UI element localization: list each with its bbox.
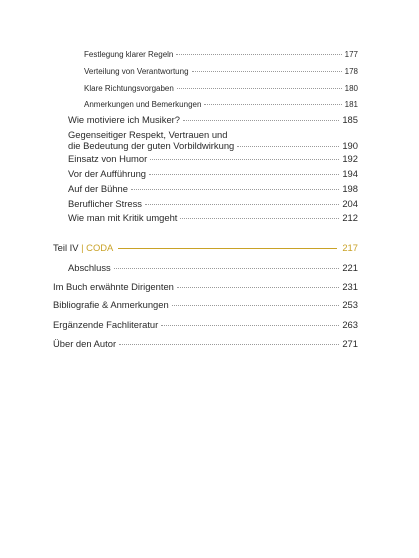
toc-entry[interactable] [68,168,358,179]
dot-leader [119,344,339,345]
toc-entry[interactable] [68,114,358,125]
toc-entry-page: 204 [342,198,358,209]
toc-entry[interactable] [68,212,358,223]
part-page: 217 [342,242,358,253]
dot-leader [150,159,339,160]
dot-leader [237,146,339,147]
toc-entry[interactable] [84,50,358,59]
toc-entry[interactable] [68,262,358,273]
toc-entry[interactable] [84,100,358,109]
part-prefix: Teil IV [53,242,79,253]
toc-entry[interactable] [68,153,358,164]
toc-entry-page: 271 [342,338,358,349]
dot-leader [161,325,339,326]
toc-entry-label: Wie man mit Kritik umgeht [68,212,178,223]
dot-leader [172,305,340,306]
dot-leader [114,268,340,269]
dot-leader [204,104,341,105]
toc-entry-label: Vor der Aufführung [68,168,147,179]
toc-entry-label: Auf der Bühne [68,183,128,194]
toc-entry-label: Ergänzende Fachliteratur [53,319,159,330]
dot-leader [192,71,342,72]
toc-entry-label: Festlegung klarer Regeln [84,50,174,59]
dot-leader [145,204,339,205]
toc-entry-page: 192 [342,153,358,164]
dot-leader [177,88,342,89]
toc-entry-label: Im Buch erwähnte Dirigenten [53,281,174,292]
toc-entry-page: 181 [344,100,358,109]
toc-entry-label: Klare Richtungsvorgaben [84,84,174,93]
toc-entry[interactable] [53,319,358,330]
toc-entry[interactable] [53,299,358,310]
toc-entry-page: 231 [342,281,358,292]
toc-entry[interactable] [53,338,358,349]
toc-entry-page: 253 [342,299,358,310]
dot-leader [176,54,341,55]
toc-entry-label-line1: Gegenseitiger Respekt, Vertrauen und [68,129,228,140]
dot-leader [183,120,339,121]
toc-entry-label: Wie motiviere ich Musiker? [68,114,181,125]
dot-leader [149,174,339,175]
toc-entry-page: 178 [344,67,358,76]
part-name: | CODA [81,242,114,253]
dot-leader [180,218,339,219]
toc-entry-label: Über den Autor [53,338,117,349]
toc-entry-page: 180 [344,84,358,93]
toc-entry-page: 263 [342,319,358,330]
toc-entry-label: Einsatz von Humor [68,153,148,164]
toc-entry[interactable] [68,129,358,151]
toc-entry[interactable] [84,67,358,76]
toc-entry-label: Anmerkungen und Bemerkungen [84,100,202,109]
toc-entry-page: 194 [342,168,358,179]
toc-entry[interactable] [68,183,358,194]
dot-leader [131,189,339,190]
toc-part-heading[interactable] [53,242,358,253]
toc-entry-label: Abschluss [68,262,111,273]
toc-entry-page: 185 [342,114,358,125]
toc-entry[interactable] [53,281,358,292]
toc-entry[interactable] [68,198,358,209]
toc-entry-page: 198 [342,183,358,194]
toc-entry-label: Bibliografie & Anmerkungen [53,299,169,310]
toc-entry-label-line2: die Bedeutung der guten Vorbildwirkung [68,140,235,151]
dot-leader [177,287,339,288]
toc-entry-label: Verteilung von Verantwortung [84,67,189,76]
toc-entry-label: Beruflicher Stress [68,198,142,209]
toc-entry-page: 190 [342,140,358,151]
toc-entry-page: 177 [344,50,358,59]
part-rule [118,248,337,249]
toc-entry-page: 212 [342,212,358,223]
toc-entry[interactable] [84,84,358,93]
toc-entry-page: 221 [342,262,358,273]
